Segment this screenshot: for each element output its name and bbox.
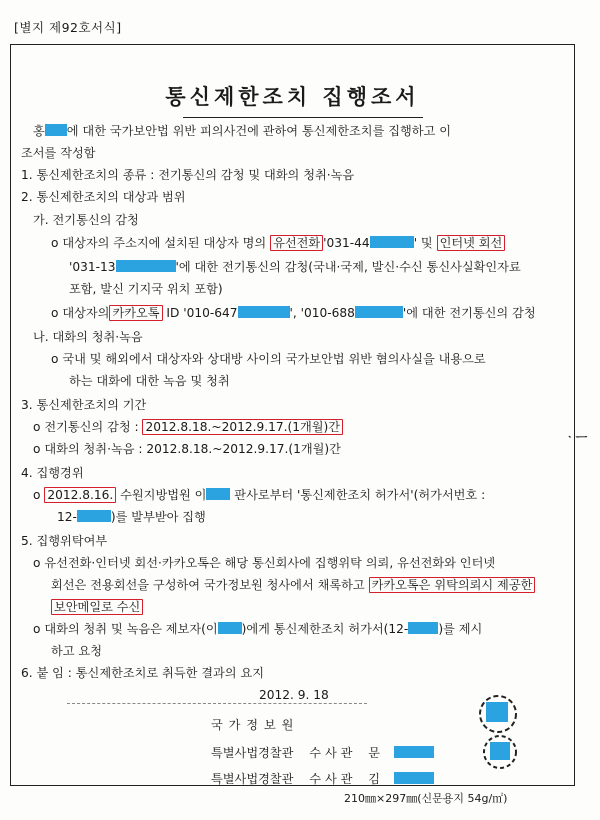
section-1: 1. 통신제한조치의 종류 : 전기통신의 감청 및 대화의 청취·녹음: [21, 168, 355, 182]
signature-name: 문: [368, 746, 381, 760]
redaction-block: [116, 260, 176, 272]
signature-date: 2012. 9. 18: [259, 688, 329, 702]
section-2-bullet-2: o 대상자의 카카오톡 ID '010-647 ', '010-688 '에 대한 전기통신의 감청: [51, 306, 536, 320]
section-2-bullet-1-line-1: o 대상자의 주소지에 설치된 대상자 명의 유선전화 '031-44 ' 및 인터넷 회선: [51, 235, 505, 251]
redaction-block: [218, 622, 242, 634]
redaction-block: [394, 772, 434, 784]
section-3-heading: 3. 통신제한조치의 기간: [21, 398, 147, 412]
section-6: 6. 붙 임 : 통신제한조치로 취득한 결과의 요지: [21, 666, 264, 680]
intro-line-1: 홍 에 대한 국가보안법 위반 피의사건에 관하여 통신제한조치를 집행하고 이: [33, 124, 451, 138]
section-2-bullet-3-line-1: o 국내 및 해외에서 대상자와 상대방 사이의 국가보안법 위반 혐의사실을 내용으로: [51, 352, 486, 366]
section-5-bullet-1-line-1: o 유선전화·인터넷 회선·카카오톡은 해당 통신회사에 집행위탁 의뢰, 유선전화와 인터넷: [33, 556, 496, 570]
section-5-bullet-2-line-1: o 대화의 청취 및 녹음은 제보자(이 )에게 통신제한조치 허가서(12- )를 제시: [33, 622, 483, 636]
document-title: 통신제한조치 집행조서: [165, 85, 420, 109]
highlight-box: 카카오톡은 위탁의뢰시 제공한: [369, 577, 536, 593]
signature-role: 수 사 관: [309, 746, 353, 760]
redaction-block: [394, 746, 434, 758]
section-5-bullet-1-line-2: 회선은 전용회선을 구성하여 국가정보원 청사에서 채록하고 카카오톡은 위탁의뢰시 제공한: [51, 577, 535, 593]
redaction-block: [77, 510, 111, 522]
section-4-line-1: o 2012.8.16. 수원지방법원 이 판사로부터 '통신제한조치 허가서'(허가서번호 :: [33, 488, 486, 502]
title-underline: [183, 117, 423, 118]
section-3-bullet-1: o 전기통신의 감청 : 2012.8.18.~2012.9.17.(1개월)간: [33, 419, 343, 435]
highlight-box: 카카오톡: [109, 305, 162, 321]
highlight-box: 2012.8.16.: [44, 487, 116, 503]
redaction-block: [408, 622, 438, 634]
signature-role: 수 사 관: [309, 772, 353, 786]
signature-title: 특별사법경찰관: [211, 772, 294, 786]
section-5-heading: 5. 집행위탁여부: [21, 534, 108, 548]
scan-artifact-mark: ᆞᅳ: [564, 430, 588, 444]
intro-line-2: 조서를 작성함: [21, 146, 96, 160]
redaction-block: [238, 306, 290, 318]
signature-row-2: [211, 771, 434, 787]
signature-agency: 국 가 정 보 원: [211, 718, 295, 732]
section-2-bullet-1-line-2: '031-13 '에 대한 전기통신의 감청(국내·국제, 발신·수신 통신사실확인자료: [69, 260, 521, 274]
section-4-heading: 4. 집행경위: [21, 466, 84, 480]
section-2-na: 나. 대화의 청취·녹음: [33, 330, 143, 344]
section-5-bullet-2-line-2: 하고 요청: [51, 644, 102, 658]
section-3-bullet-2: o 대화의 청취·녹음 : 2012.8.18.~2012.9.17.(1개월)간: [33, 442, 341, 456]
official-seal-stamp: [468, 686, 528, 778]
paper-spec: 210㎜×297㎜(신문용지 54g/㎡): [344, 792, 508, 805]
section-2-heading: 2. 통신제한조치의 대상과 범위: [21, 190, 186, 204]
highlight-box: 보안메일로 수신: [51, 599, 143, 615]
document-frame: [10, 44, 575, 786]
redaction-block: [370, 236, 414, 248]
redaction-block: [355, 306, 403, 318]
redaction-block: [206, 488, 230, 500]
highlight-box: 인터넷 회선: [437, 235, 506, 251]
section-2-ga: 가. 전기통신의 감청: [33, 213, 139, 227]
section-2-bullet-3-line-2: 하는 대화에 대한 녹음 및 청취: [69, 374, 230, 388]
highlight-box: 유선전화: [270, 235, 323, 251]
section-2-bullet-1-line-3: 포함, 발신 기지국 위치 포함): [69, 282, 223, 296]
form-number: [별지 제92호서식]: [14, 20, 122, 35]
section-5-bullet-1-line-3: [51, 599, 143, 615]
signature-title: 특별사법경찰관: [211, 746, 294, 760]
signature-row-1: [211, 745, 434, 761]
signature-name: 김: [368, 772, 381, 786]
highlight-box: 2012.8.18.~2012.9.17.(1개월)간: [142, 419, 343, 435]
redaction-block: [45, 124, 67, 136]
signature-divider: [67, 703, 367, 704]
section-4-line-2: 12- )를 발부받아 집행: [57, 510, 206, 524]
